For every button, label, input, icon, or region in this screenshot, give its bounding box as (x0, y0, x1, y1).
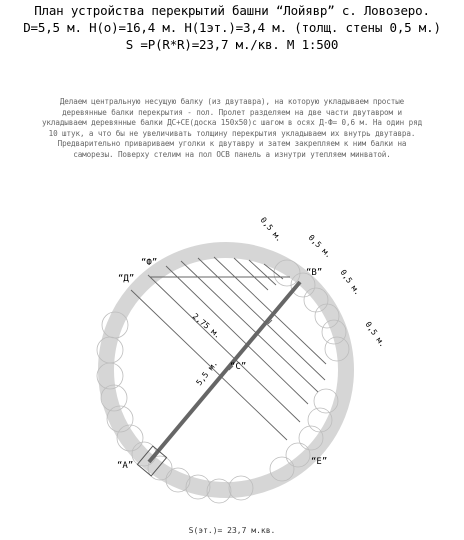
description-line: Предварительно привариваем уголки к двутавру и затем закрепляем к ним балки на (57, 139, 407, 148)
description-line: Делаем центральную несущую балку (из двутавра), на которую укладываем простые (59, 97, 405, 106)
label-e: “Е” (311, 457, 328, 467)
label-d: “Д” (118, 274, 135, 284)
floor-plan-diagram (0, 200, 464, 520)
description-line: саморезы. Поверху стелим на пол ОСВ панель а изнутри утепляем минватой. (73, 149, 391, 159)
label-c: “С” (230, 362, 247, 372)
dim-0-5: 0,5 м. (258, 215, 284, 244)
dim-0-5: 0,5 м. (306, 233, 334, 260)
description-line: деревянные балки перекрытия - пол. Пролет разделяем на две части двутавром и (62, 107, 402, 117)
dim-5-5: 5,5 м. (194, 358, 220, 388)
label-a: “А” (117, 461, 134, 471)
dim-0-5: 0,5 м. (363, 319, 388, 349)
label-b: “В” (306, 268, 323, 278)
central-i-beam (149, 282, 300, 462)
dim-2-75: 2,75 м. (190, 311, 223, 341)
joist (166, 266, 308, 404)
area-formula: S =P(R*R)=23,7 м./кв. М 1:500 (125, 37, 339, 52)
joist (148, 275, 300, 422)
title-block (0, 2, 464, 53)
floor-plan-svg (0, 200, 464, 520)
plan-title: План устройства перекрытий башни “Лойявр” с. Ловозеро. (34, 3, 430, 18)
dimensions-line: D=5,5 м. H(о)=16,4 м. H(1эт.)=3,4 м. (толщ. стены 0,5 м.) (23, 20, 441, 35)
description-line: 10 штук, а что бы не увеличивать толщину перекрытия укладываем их внутрь двутавра. (48, 128, 416, 138)
description (4, 97, 460, 160)
floor-area-footer: S(эт.)= 23,7 м.кв. (188, 526, 276, 535)
dim-0-5: 0,5 м. (338, 267, 363, 297)
label-f: “Ф” (141, 258, 158, 268)
description-line: укладываем деревянные балки ДС+СЕ(доска 150х50)с шагом в осях Д-Ф= 0,6 м. На один ряд (41, 118, 423, 127)
